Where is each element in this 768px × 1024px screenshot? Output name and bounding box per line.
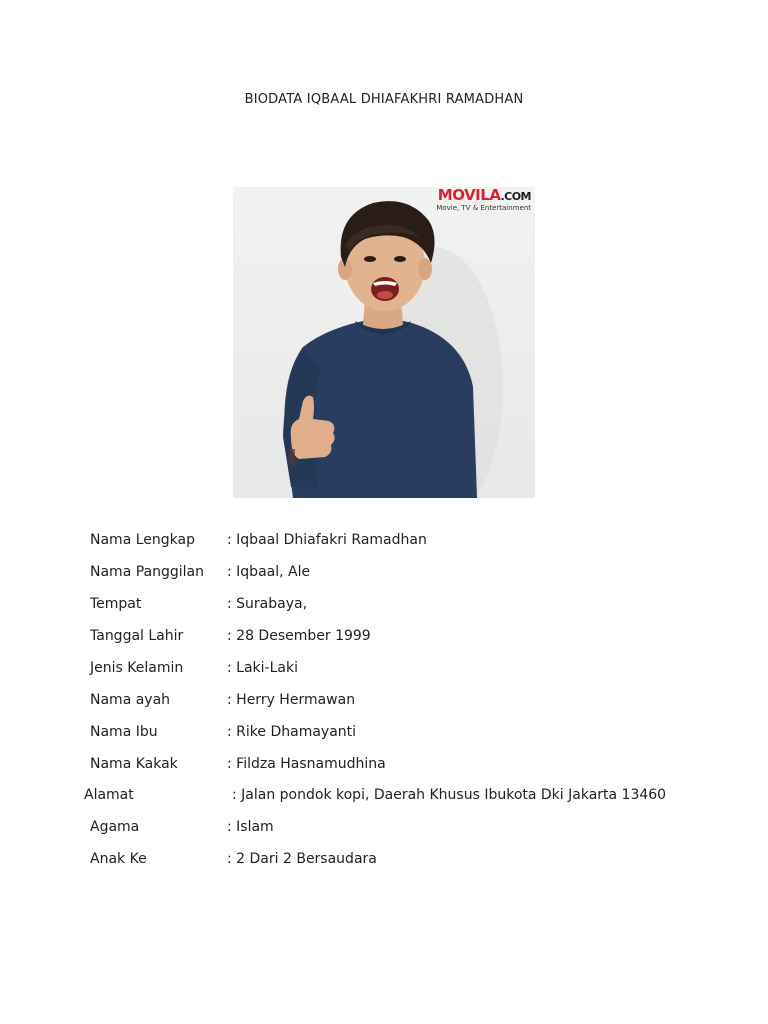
value-nama-lengkap: : Iqbaal Dhiafakri Ramadhan: [227, 532, 427, 548]
person-illustration: [233, 187, 535, 498]
label-tanggal-lahir: Tanggal Lahir: [90, 628, 184, 644]
profile-photo: [233, 187, 535, 498]
page-title: BIODATA IQBAAL DHIAFAKHRI RAMADHAN: [244, 92, 524, 107]
label-anak-ke: Anak Ke: [90, 851, 147, 867]
label-agama: Agama: [90, 819, 140, 835]
value-nama-ayah: : Herry Hermawan: [227, 692, 356, 708]
value-nama-kakak: : Fildza Hasnamudhina: [227, 756, 386, 772]
value-nama-panggilan: : Iqbaal, Ale: [227, 564, 311, 580]
label-jenis-kelamin: Jenis Kelamin: [90, 660, 184, 676]
value-tanggal-lahir: : 28 Desember 1999: [227, 628, 371, 644]
watermark-logo: [436, 187, 531, 212]
value-nama-ibu: : Rike Dhamayanti: [227, 724, 357, 740]
label-tempat: Tempat: [90, 596, 142, 612]
watermark-brand: MOVILA: [437, 187, 501, 204]
value-alamat: : Jalan pondok kopi, Daerah Khusus Ibukota Dki Jakarta 13460: [232, 787, 667, 803]
label-nama-lengkap: Nama Lengkap: [90, 532, 195, 548]
label-nama-ayah: Nama ayah: [90, 692, 171, 708]
value-agama: : Islam: [227, 819, 274, 835]
label-alamat: Alamat: [84, 787, 134, 803]
label-nama-panggilan: Nama Panggilan: [90, 564, 204, 580]
value-jenis-kelamin: : Laki-Laki: [227, 660, 298, 676]
label-nama-kakak: Nama Kakak: [90, 756, 178, 772]
watermark-domain: .COM: [500, 190, 531, 203]
watermark-tagline: Movie, TV & Entertainment: [436, 204, 531, 212]
value-anak-ke: : 2 Dari 2 Bersaudara: [227, 851, 377, 867]
label-nama-ibu: Nama Ibu: [90, 724, 158, 740]
value-tempat: : Surabaya,: [227, 596, 308, 612]
